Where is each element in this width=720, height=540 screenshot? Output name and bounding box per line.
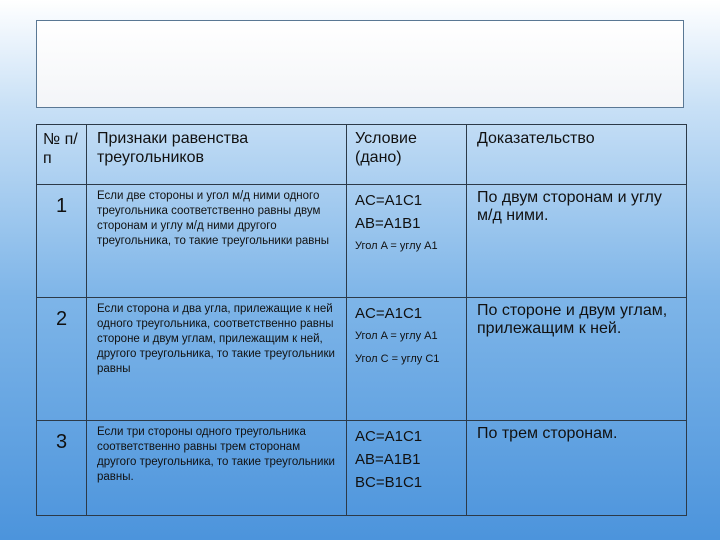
condition-line: AC=A1C1: [355, 428, 423, 445]
row-condition: [347, 185, 467, 298]
table-header-row: [37, 125, 687, 185]
row-sign: Если сторона и два угла, прилежащие к ней одного треугольника, соответственно равны стороне и двум углам, прилежащим к ней, другого треугольника, то такие треугольники равны: [87, 298, 347, 421]
row-sign: Если две стороны и угол м/д ними одного треугольника соответственно равны двум сторонам и углу м/д ними другого треугольника, то такие треугольники равны: [87, 185, 347, 298]
row-num: 2: [37, 298, 87, 421]
condition-line: Угол A = углу A1: [355, 330, 438, 342]
condition-line: BC=B1C1: [355, 474, 423, 491]
row-proof: По трем сторонам.: [467, 421, 687, 516]
condition-line: AC=A1C1: [355, 305, 423, 322]
condition-line: AB=A1B1: [355, 215, 421, 232]
table-row: [37, 185, 687, 298]
title-box: [36, 20, 684, 108]
header-sign: Признаки равенства треугольников: [87, 125, 347, 185]
triangle-equality-table: [36, 124, 687, 516]
row-condition: [347, 421, 467, 516]
condition-line: Угол A = углу A1: [355, 240, 438, 252]
row-sign: Если три стороны одного треугольника соответственно равны трем сторонам другого треугольника, то такие треугольники равны.: [87, 421, 347, 516]
row-num: 1: [37, 185, 87, 298]
header-proof: Доказательство: [467, 125, 687, 185]
row-proof: По двум сторонам и углу м/д ними.: [467, 185, 687, 298]
condition-line: Угол C = углу C1: [355, 353, 440, 365]
table-row: [37, 421, 687, 516]
row-num: 3: [37, 421, 87, 516]
table-row: [37, 298, 687, 421]
header-condition: Условие (дано): [347, 125, 467, 185]
header-num: № п/п: [37, 125, 87, 185]
row-proof: По стороне и двум углам, прилежащим к ней.: [467, 298, 687, 421]
row-condition: [347, 298, 467, 421]
condition-line: AB=A1B1: [355, 451, 421, 468]
condition-line: AC=A1C1: [355, 192, 423, 209]
